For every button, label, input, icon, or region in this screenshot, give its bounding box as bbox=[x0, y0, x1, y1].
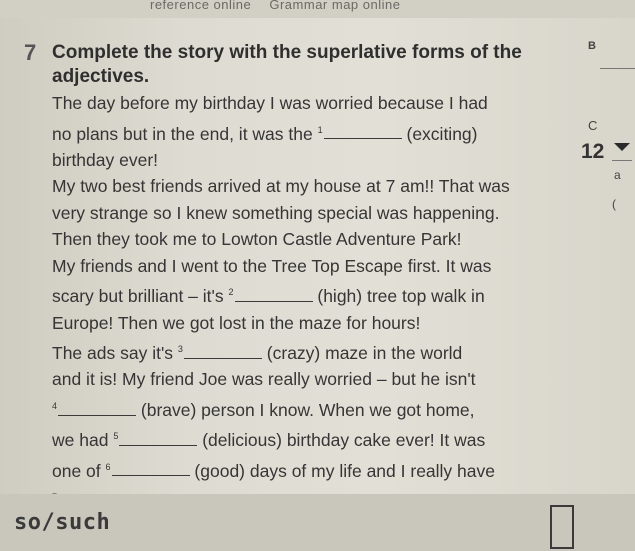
triangle-icon bbox=[614, 143, 630, 151]
story-line: My friends and I went to the Tree Top Escape first. It was bbox=[52, 255, 492, 276]
story-line: The day before my birthday I was worried because I had bbox=[52, 93, 488, 113]
header-text bbox=[150, 0, 414, 12]
answer-blank-4[interactable] bbox=[58, 399, 136, 416]
side-label-paren: ( bbox=[612, 197, 616, 211]
header-left-text: reference online bbox=[150, 0, 252, 12]
gap-number: 2 bbox=[228, 287, 234, 298]
story-line: one of $^6$ (good) days of my life and I really have bbox=[52, 460, 495, 481]
answer-blank-6[interactable] bbox=[112, 459, 190, 476]
side-divider bbox=[600, 68, 635, 69]
answer-blank-2[interactable] bbox=[235, 285, 313, 302]
story-line: scary but brilliant – it's $^2$ (high) tree top walk in bbox=[52, 286, 485, 307]
side-label-a: a bbox=[614, 168, 621, 182]
header-right-text: Grammar map online bbox=[269, 0, 401, 12]
answer-blank-3[interactable] bbox=[184, 342, 262, 359]
story-line: The ads say it's $^3$ (crazy) maze in the world bbox=[52, 342, 463, 363]
story-line: and it is! My friend Joe was really worried – but he isn't bbox=[52, 369, 476, 390]
page-header bbox=[0, 0, 635, 18]
story-line: we had $^5$ (delicious) birthday cake ever! It was bbox=[52, 430, 486, 451]
story-line: birthday ever! bbox=[52, 149, 159, 170]
story-line: very strange so I knew something special was happening. bbox=[52, 202, 500, 223]
section-heading: so/such bbox=[14, 510, 111, 535]
gap-number: 4 bbox=[52, 400, 58, 411]
gap-number: 5 bbox=[113, 431, 119, 442]
gap-number: 3 bbox=[177, 344, 183, 355]
side-label-b: B bbox=[588, 40, 596, 52]
gap-number: 6 bbox=[105, 461, 111, 472]
next-exercise-number: 12 bbox=[581, 140, 605, 163]
story-line: Then they took me to Lowton Castle Adventure Park! bbox=[52, 229, 462, 250]
gap-number: 1 bbox=[317, 124, 323, 135]
exercise-number: 7 bbox=[24, 40, 37, 65]
story-line: no plans but in the end, it was the $^1$ (exciting) bbox=[52, 123, 478, 144]
side-label-c: C bbox=[588, 118, 598, 133]
story-line: My two best friends arrived at my house at 7 am!! That was bbox=[52, 176, 510, 197]
answer-blank-1[interactable] bbox=[324, 122, 402, 139]
story-line: $^4$ (brave) person I know. When we got home, bbox=[52, 399, 475, 420]
box-outline bbox=[550, 505, 574, 549]
exercise-instruction: Complete the story with the superlative forms of the adjectives. bbox=[52, 42, 522, 87]
side-divider bbox=[612, 160, 632, 161]
story-text bbox=[52, 90, 552, 514]
answer-blank-5[interactable] bbox=[119, 429, 197, 446]
story-line: Europe! Then we got lost in the maze for hours! bbox=[52, 312, 421, 333]
